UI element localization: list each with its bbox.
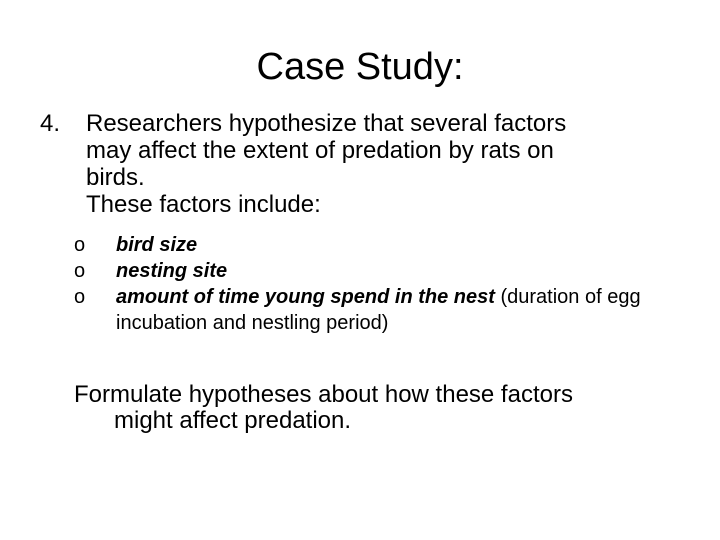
- prompt-line: Formulate hypotheses about how these factors: [74, 381, 573, 408]
- question-line: may affect the extent of predation by rats on: [86, 137, 554, 164]
- prompt-line: might affect predation.: [114, 407, 352, 434]
- factor-emphasis: amount of time young spend in the nest: [116, 286, 495, 308]
- factor-item: [74, 284, 694, 336]
- factor-item: [74, 232, 694, 258]
- slide-title: Case Study:: [256, 46, 464, 88]
- question-line: Researchers hypothesize that several factors: [86, 110, 567, 137]
- question-block: [40, 110, 680, 218]
- circle-bullet-icon: o: [74, 234, 86, 256]
- question-line: birds.: [86, 164, 145, 191]
- factor-note: (duration of egg incubation and nestling period): [116, 286, 641, 334]
- question-text: [86, 110, 680, 218]
- factor-emphasis: bird size: [116, 234, 198, 256]
- circle-bullet-icon: o: [74, 260, 86, 282]
- factor-emphasis: nesting site: [116, 260, 228, 282]
- factor-item: [74, 258, 694, 284]
- factors-lead: These factors include:: [86, 191, 321, 218]
- question-number: 4.: [40, 110, 61, 137]
- prompt-block: [74, 382, 694, 434]
- factor-list: [74, 232, 694, 336]
- circle-bullet-icon: o: [74, 286, 86, 308]
